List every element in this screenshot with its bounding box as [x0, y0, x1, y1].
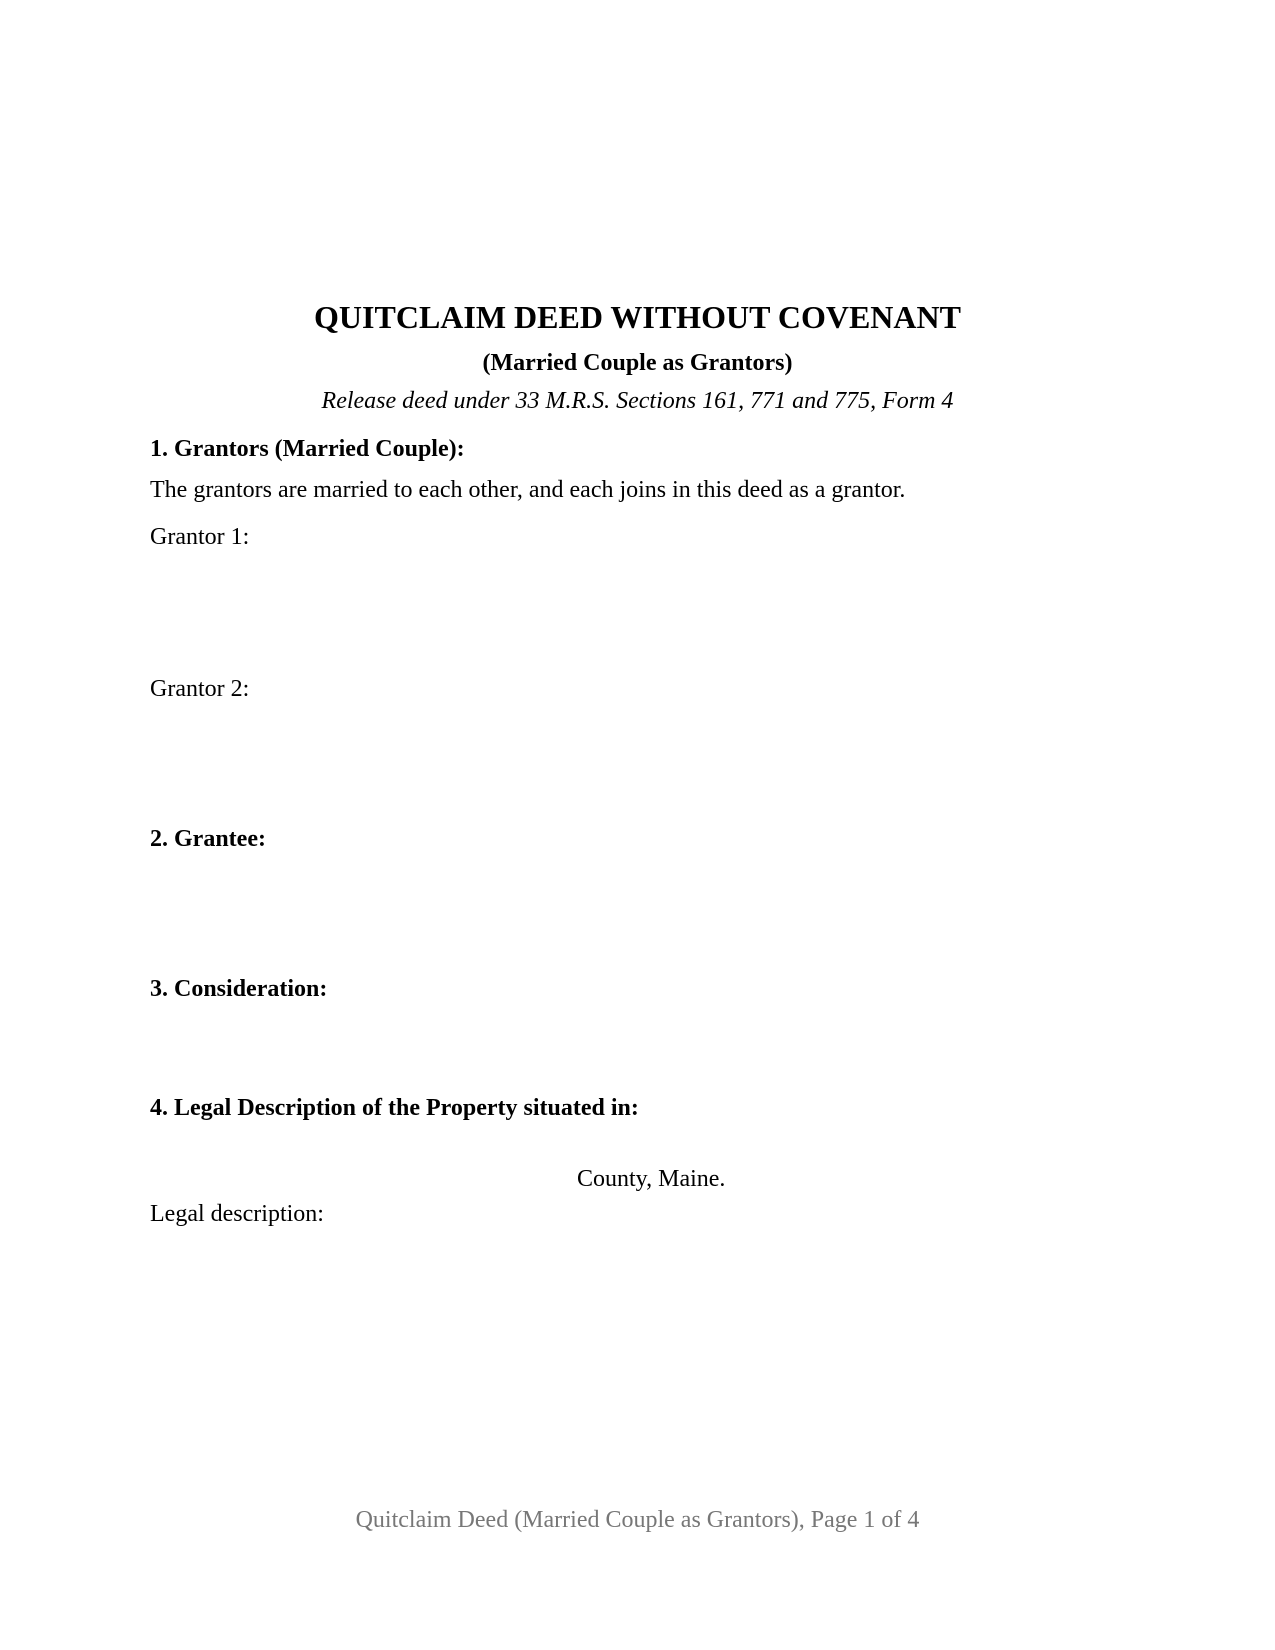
grantor-1-label: Grantor 1: [150, 524, 250, 550]
grantors-heading: 1. Grantors (Married Couple): [150, 436, 465, 462]
county-text: County, Maine. [577, 1166, 726, 1192]
legal-description-label: Legal description: [150, 1201, 324, 1227]
statute-reference: Release deed under 33 M.R.S. Sections 161, 771 and 775, Form 4 [321, 388, 954, 414]
grantee-heading: 2. Grantee: [150, 826, 266, 852]
property-heading: 4. Legal Description of the Property situated in: [150, 1095, 639, 1121]
document-subtitle: (Married Couple as Grantors) [482, 350, 793, 376]
grantor-2-label: Grantor 2: [150, 676, 250, 702]
page-footer: Quitclaim Deed (Married Couple as Grantors), Page 1 of 4 [355, 1507, 920, 1533]
consideration-heading: 3. Consideration: [150, 976, 328, 1002]
document-title: QUITCLAIM DEED WITHOUT COVENANT [314, 299, 961, 335]
grantors-statement: The grantors are married to each other, and each joins in this deed as a grantor. [150, 477, 906, 503]
